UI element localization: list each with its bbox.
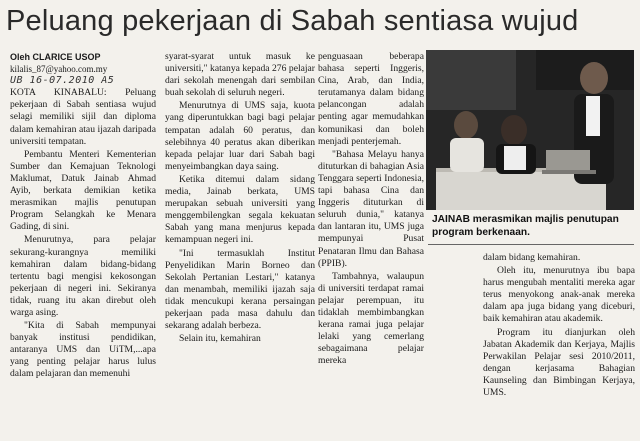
paragraph: Menurutnya, para pelajar sekurang-kurangnya memiliki kemahiran dalam bidang-bidang tertentu bagi mengisi kekosongan pekerjaan di negeri ini. Sekiranya tidak, ruang itu akan direbut oleh warga asing. bbox=[10, 234, 156, 318]
news-photo bbox=[426, 50, 634, 210]
article-column-2 bbox=[165, 51, 315, 345]
article-column-3 bbox=[318, 51, 424, 367]
article-column-1 bbox=[10, 51, 156, 381]
paragraph: penguasaan beberapa bahasa seperti Inggeris, Cina, Arab, dan India, terutamanya dalam bidang pelancongan adalah penting agar memudahkan komunikasi dan boleh menjadi penterjemah. bbox=[318, 51, 424, 147]
paragraph: Pembantu Menteri Kementerian Sumber dan Kemajuan Teknologi Maklumat, Datuk Jainab Ahmad Ayib, berkata demikian ketika merasmikan majlis penutupan Program Selangkah ke Menara Gading, di sini. bbox=[10, 148, 156, 233]
paragraph: Tambahnya, walaupun di universiti terdapat ramai pelajar perempuan, itu tidaklah membimbangkan kerana ramai juga pelajar lelaki yang cemerlang sebagaimana pelajar mereka bbox=[318, 270, 424, 367]
paragraph: "Kita di Sabah mempunyai banyak institusi pendidikan, antaranya UMS dan UiTM,...apa yang penting pelajar harus lulus dalam pelajaran dan memenuhi bbox=[10, 320, 156, 380]
paragraph: dalam bidang kemahiran. bbox=[483, 252, 581, 263]
photo-illustration bbox=[426, 50, 634, 210]
paragraph: "Ini termasuklah Institut Penyelidikan Marin Borneo dan Sekolah Pertanian Lestari," katanya dan menambah, memiliki ijazah saja tidak mencukupi kerana persaingan pekerjaan pada masa dahulu dan sekarang adalah berbeza. bbox=[165, 247, 315, 332]
article-column-4 bbox=[483, 252, 635, 399]
caption-divider bbox=[428, 244, 634, 245]
paragraph: Ketika ditemui dalam sidang media, Jainab berkata, UMS merupakan sebuah universiti yang menggembilengkan segala kekuatan Sabah yang mana menjurus kepada kemampuan negeri ini. bbox=[165, 173, 315, 246]
paragraph: syarat-syarat untuk masuk ke universiti," katanya kepada 276 pelajar dari sekolah menengah dari sembilan buah sekolah di seluruh negeri. bbox=[165, 51, 315, 99]
photo-caption: JAINAB merasmikan majlis penutupan program berkenaan. bbox=[432, 214, 619, 238]
paragraph: Oleh itu, menurutnya ibu bapa harus mengubah mentaliti mereka agar terus menyokong anak-anak mereka dalam apa juga bidang yang diceburi, baik kemahiran atau akademik. bbox=[483, 265, 635, 325]
paragraph: Selain itu, kemahiran bbox=[179, 333, 261, 345]
byline-email[interactable]: kilalis_87@yahoo.com.my bbox=[10, 64, 108, 75]
date-stamp: UB 16-07.2010 A5 bbox=[10, 75, 115, 87]
byline-author: Oleh CLARICE USOP bbox=[10, 52, 101, 62]
paragraph: Program itu dianjurkan oleh Jabatan Akademik dan Kerjaya, Majlis Perwakilan Pelajar sesi 2010/2011, dengan kerjasama Bahagian Kaunseling dan Bimbingan Kerjaya, UMS. bbox=[483, 326, 635, 399]
paragraph: Menurutnya di UMS saja, kuota yang diperuntukkan bagi bagi pelajar tempatan adalah 60 peratus, dan selebihnya 40 peratus akan diberikan kepada pelajar luar dari Sabah bagi menyeimbangkan daya saing. bbox=[165, 100, 315, 172]
paragraph: "Bahasa Melayu hanya dituturkan di bahagian Asia Tenggara seperti Indonesia, tapi bahasa Cina dan Inggeris dituturkan di seluruh dunia," katanya dan lantaran itu, UMS juga mempunyai Pusat Penataran Ilmu dan Bahasa (PPIB). bbox=[318, 148, 424, 269]
paragraph: KOTA KINABALU: Peluang pekerjaan di Sabah sentiasa wujud selagi memiliki sijil dan diploma dalam kemahiran atau ijazah daripada universiti tempatan. bbox=[10, 87, 156, 147]
headline: Peluang pekerjaan di Sabah sentiasa wujud bbox=[6, 5, 579, 37]
